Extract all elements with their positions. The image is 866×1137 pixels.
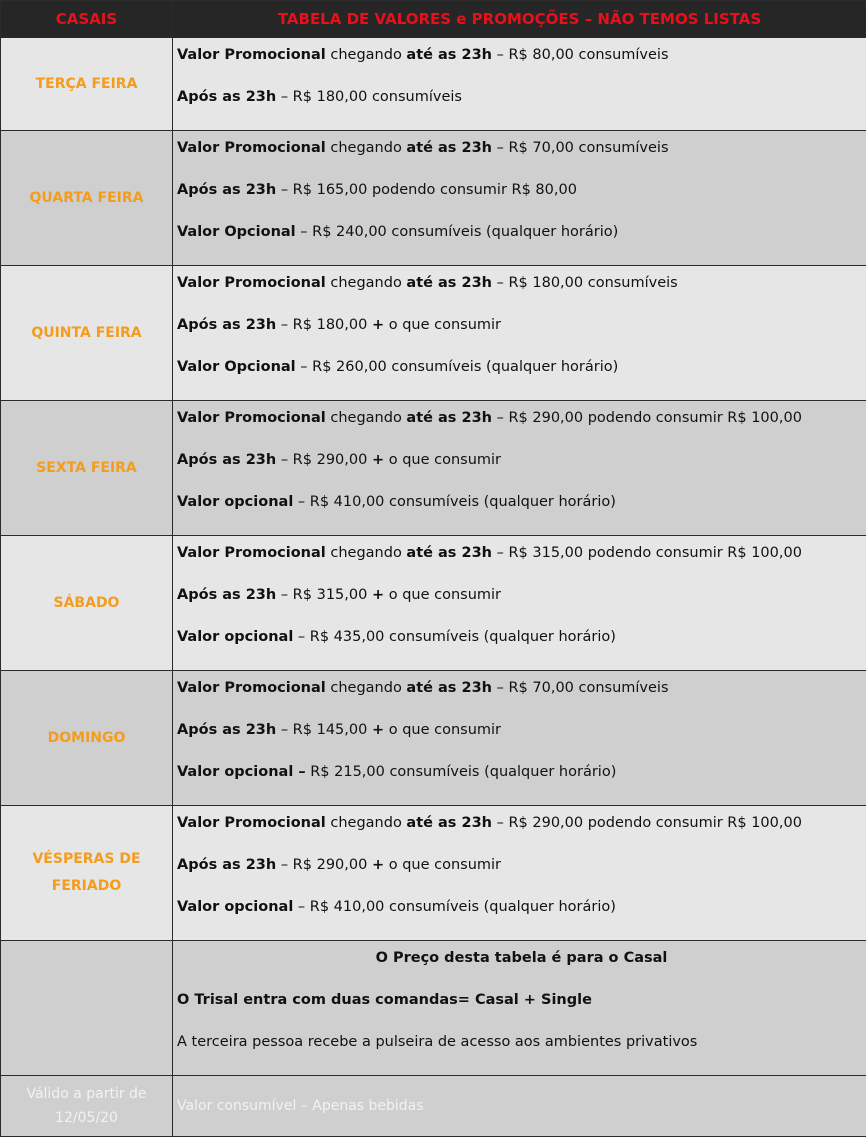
footer-row <box>1 1076 866 1137</box>
day-label: QUARTA FEIRA <box>1 131 173 266</box>
price-line: Valor opcional – R$ 410,00 consumíveis (qualquer horário) <box>177 892 866 934</box>
price-info <box>173 38 866 131</box>
header-row <box>1 1 866 38</box>
price-line: Valor opcional – R$ 410,00 consumíveis (qualquer horário) <box>177 487 866 529</box>
table-row <box>1 671 866 806</box>
table-row <box>1 806 866 941</box>
price-line: Após as 23h – R$ 290,00 + o que consumir <box>177 445 866 487</box>
table-row <box>1 38 866 131</box>
table-row <box>1 131 866 266</box>
price-line: Após as 23h – R$ 315,00 + o que consumir <box>177 580 866 622</box>
price-line: Valor Promocional chegando até as 23h – R$ 180,00 consumíveis <box>177 268 866 310</box>
note-info <box>173 941 866 1076</box>
price-line: Após as 23h – R$ 145,00 + o que consumir <box>177 715 866 757</box>
price-line: Valor opcional – R$ 435,00 consumíveis (qualquer horário) <box>177 622 866 664</box>
price-line: Após as 23h – R$ 165,00 podendo consumir R$ 80,00 <box>177 175 866 217</box>
price-line: Valor Promocional chegando até as 23h – R$ 290,00 podendo consumir R$ 100,00 <box>177 808 866 850</box>
table-row <box>1 266 866 401</box>
price-line: Valor Promocional chegando até as 23h – R$ 290,00 podendo consumir R$ 100,00 <box>177 403 866 445</box>
day-label: TERÇA FEIRA <box>1 38 173 131</box>
day-label: DOMINGO <box>1 671 173 806</box>
price-line: Valor Promocional chegando até as 23h – R$ 315,00 podendo consumir R$ 100,00 <box>177 538 866 580</box>
header-casais: CASAIS <box>1 1 173 38</box>
note-wristband: A terceira pessoa recebe a pulseira de acesso aos ambientes privativos <box>177 1027 866 1069</box>
table-row <box>1 401 866 536</box>
price-line: Após as 23h – R$ 180,00 + o que consumir <box>177 310 866 352</box>
price-line: Valor Promocional chegando até as 23h – R$ 70,00 consumíveis <box>177 133 866 175</box>
price-info <box>173 671 866 806</box>
price-line: Após as 23h – R$ 180,00 consumíveis <box>177 82 866 124</box>
footer-valid-from: Válido a partir de 12/05/20 <box>1 1076 173 1137</box>
price-info <box>173 536 866 671</box>
header-title: TABELA DE VALORES e PROMOÇÕES – NÃO TEMOS LISTAS <box>173 1 866 38</box>
table-row <box>1 536 866 671</box>
note-trisal: O Trisal entra com duas comandas= Casal + Single <box>177 985 866 1027</box>
price-line: Valor Promocional chegando até as 23h – R$ 70,00 consumíveis <box>177 673 866 715</box>
price-line: Valor Opcional – R$ 240,00 consumíveis (qualquer horário) <box>177 217 866 259</box>
day-label: QUINTA FEIRA <box>1 266 173 401</box>
day-label: SÁBADO <box>1 536 173 671</box>
price-info <box>173 401 866 536</box>
note-row <box>1 941 866 1076</box>
price-line: Valor Promocional chegando até as 23h – R$ 80,00 consumíveis <box>177 40 866 82</box>
day-label: SEXTA FEIRA <box>1 401 173 536</box>
price-info <box>173 266 866 401</box>
price-info <box>173 806 866 941</box>
note-couple-price: O Preço desta tabela é para o Casal <box>177 943 866 985</box>
price-info <box>173 131 866 266</box>
footer-consumable-note: Valor consumível – Apenas bebidas <box>173 1076 866 1137</box>
note-day-cell <box>1 941 173 1076</box>
price-line: Valor opcional – R$ 215,00 consumíveis (qualquer horário) <box>177 757 866 799</box>
price-line: Após as 23h – R$ 290,00 + o que consumir <box>177 850 866 892</box>
price-line: Valor Opcional – R$ 260,00 consumíveis (qualquer horário) <box>177 352 866 394</box>
day-label: VÉSPERAS DE FERIADO <box>1 806 173 941</box>
